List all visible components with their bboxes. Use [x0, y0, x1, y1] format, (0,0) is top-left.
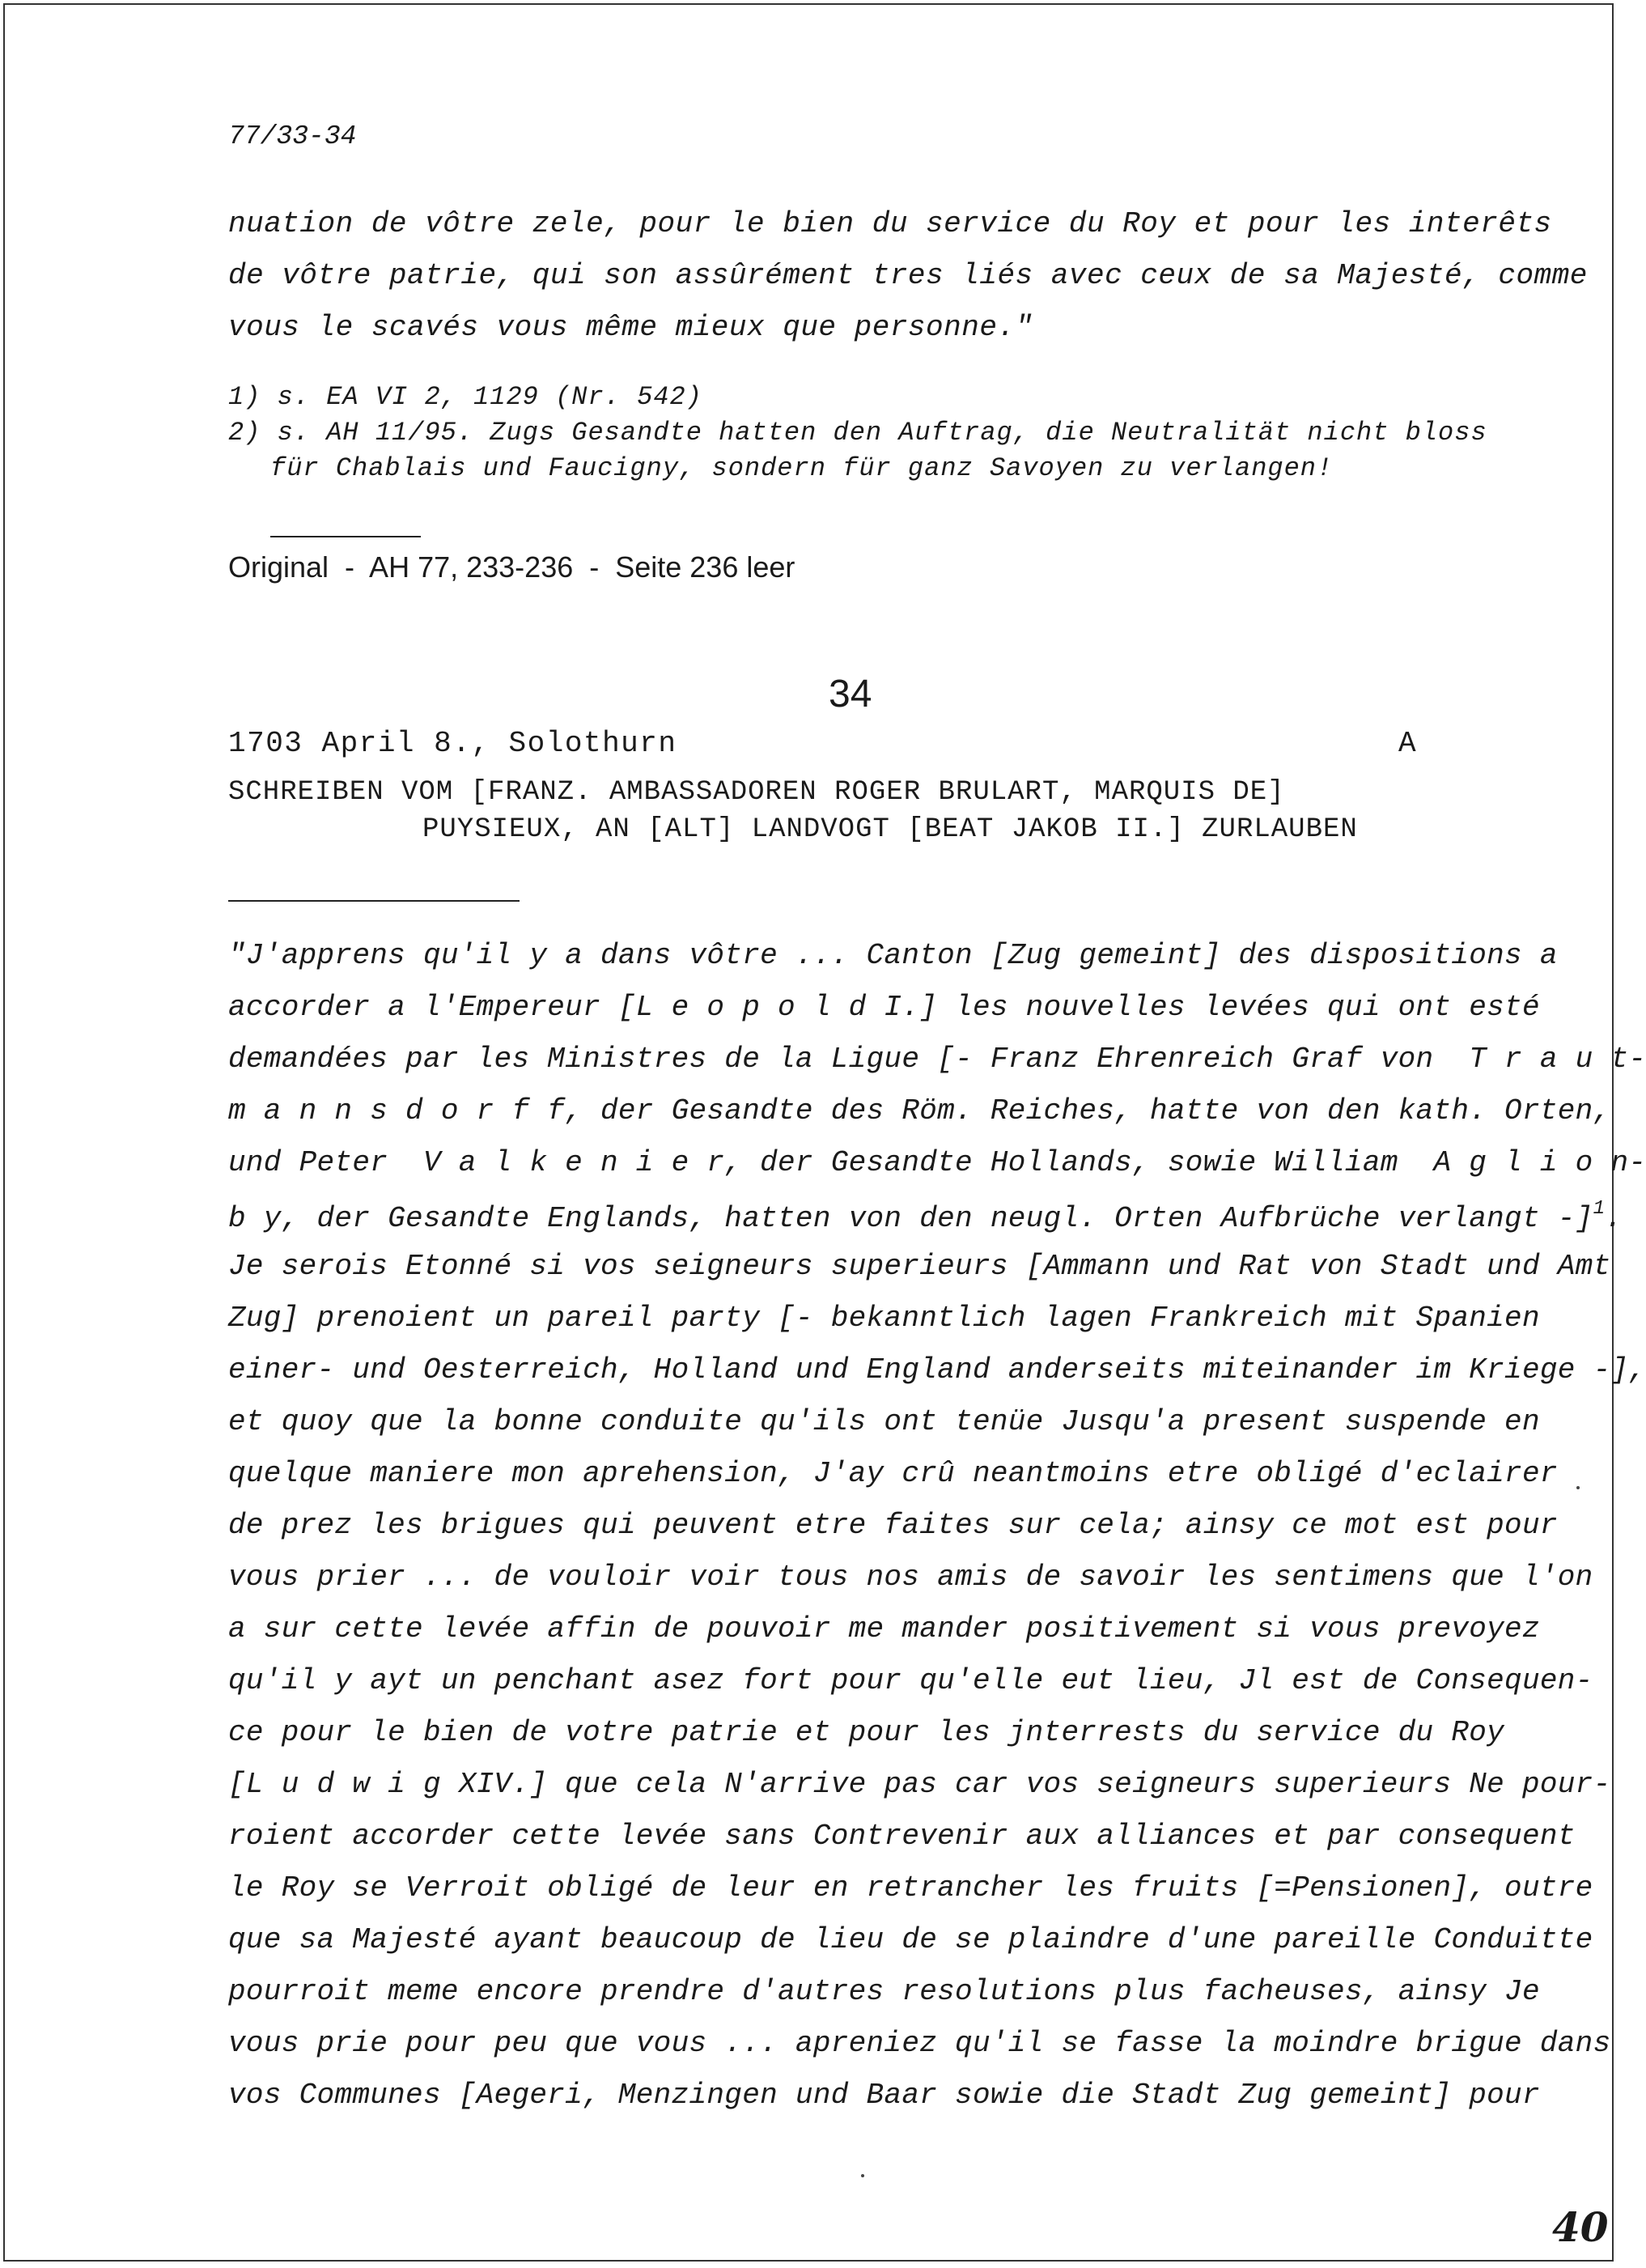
document-title: SCHREIBEN VOM [FRANZ. AMBASSADOREN ROGER BRULART, MARQUIS DE]: [228, 777, 1285, 808]
footnote-ref-1: 1: [1593, 1198, 1606, 1220]
body-line: accorder a l'Empereur [L e o p o l d I.] les nouvelles levées qui ont esté: [228, 991, 1540, 1024]
body-line: ce pour le bien de votre patrie et pour les jnterrests du service du Roy: [228, 1716, 1505, 1749]
body-line: "J'apprens qu'il y a dans vôtre ... Canton [Zug gemeint] des dispositions a: [228, 939, 1558, 972]
original-mark: A: [1398, 727, 1416, 760]
folio-number: 40: [1552, 2203, 1609, 2251]
page-reference: 77/33-34: [228, 121, 357, 151]
body-line: [L u d w i g XIV.] que cela N'arrive pas car vos seigneurs superieurs Ne pour-: [228, 1768, 1611, 1801]
body-line: qu'il y ayt un penchant asez fort pour qu'elle eut lieu, Jl est de Consequen-: [228, 1664, 1593, 1697]
date-place: 1703 April 8., Solothurn: [228, 727, 677, 760]
document-number: 34: [829, 673, 872, 716]
quote-line: nuation de vôtre zele, pour le bien du service du Roy et pour les interêts: [228, 207, 1552, 240]
quote-line: vous le scavés vous même mieux que personne.": [228, 311, 1033, 344]
body-line: que sa Majesté ayant beaucoup de lieu de se plaindre d'une pareille Conduitte: [228, 1923, 1593, 1956]
document-title-continued: PUYSIEUX, AN [ALT] LANDVOGT [BEAT JAKOB II.] ZURLAUBEN: [422, 814, 1358, 845]
body-line-text: b y, der Gesandte Englands, hatten von den neugl. Orten Aufbrüche verlangt -]: [228, 1202, 1593, 1235]
body-line-with-footnote: [228, 1198, 1623, 1235]
footnote-2: 2) s. AH 11/95. Zugs Gesandte hatten den Auftrag, die Neutralität nicht bloss: [228, 418, 1487, 448]
body-line: de prez les brigues qui peuvent etre faites sur cela; ainsy ce mot est pour: [228, 1509, 1558, 1542]
body-line: vos Communes [Aegeri, Menzingen und Baar sowie die Stadt Zug gemeint] pour: [228, 2079, 1540, 2112]
scan-speck: [861, 2174, 864, 2177]
body-line: Je serois Etonné si vos seigneurs superieurs [Ammann und Rat von Stadt und Amt: [228, 1250, 1611, 1283]
body-line: m a n n s d o r f f, der Gesandte des Röm. Reiches, hatte von den kath. Orten,: [228, 1094, 1611, 1128]
body-line: a sur cette levée affin de pouvoir me mander positivement si vous prevoyez: [228, 1612, 1540, 1646]
body-line: Zug] prenoient un pareil party [- bekanntlich lagen Frankreich mit Spanien: [228, 1302, 1540, 1335]
body-line: vous prier ... de vouloir voir tous nos amis de savoir les sentimens que l'on: [228, 1561, 1593, 1594]
body-line: quelque maniere mon aprehension, J'ay crû neantmoins etre obligé d'eclairer: [228, 1457, 1558, 1490]
body-line: und Peter V a l k e n i e r, der Gesandte Hollands, sowie William A g l i o n-: [228, 1146, 1646, 1179]
heading-rule: [228, 900, 520, 902]
source-line: Original - AH 77, 233-236 - Seite 236 leer: [228, 550, 795, 584]
body-line: demandées par les Ministres de la Ligue [- Franz Ehrenreich Graf von T r a u t-: [228, 1043, 1646, 1076]
body-line: pourroit meme encore prendre d'autres resolutions plus facheuses, ainsy Je: [228, 1975, 1540, 2008]
footnote-1: 1) s. EA VI 2, 1129 (Nr. 542): [228, 382, 702, 412]
body-line: et quoy que la bonne conduite qu'ils ont tenüe Jusqu'a present suspende en: [228, 1405, 1540, 1438]
quote-line: de vôtre patrie, qui son assûrément tres liés avec ceux de sa Majesté, comme: [228, 259, 1588, 292]
scan-speck: [1576, 1486, 1580, 1489]
footnote-2-continued: für Chablais und Faucigny, sondern für ganz Savoyen zu verlangen!: [270, 453, 1334, 483]
separator-rule: [270, 536, 421, 537]
footnote-ref-punct: .: [1605, 1202, 1623, 1235]
body-line: roient accorder cette levée sans Contrevenir aux alliances et par consequent: [228, 1820, 1576, 1853]
body-line: le Roy se Verroit obligé de leur en retrancher les fruits [=Pensionen], outre: [228, 1871, 1593, 1905]
body-line: vous prie pour peu que vous ... apreniez qu'il se fasse la moindre brigue dans: [228, 2027, 1611, 2060]
body-line: einer- und Oesterreich, Holland und England anderseits miteinander im Kriege -],: [228, 1353, 1646, 1387]
